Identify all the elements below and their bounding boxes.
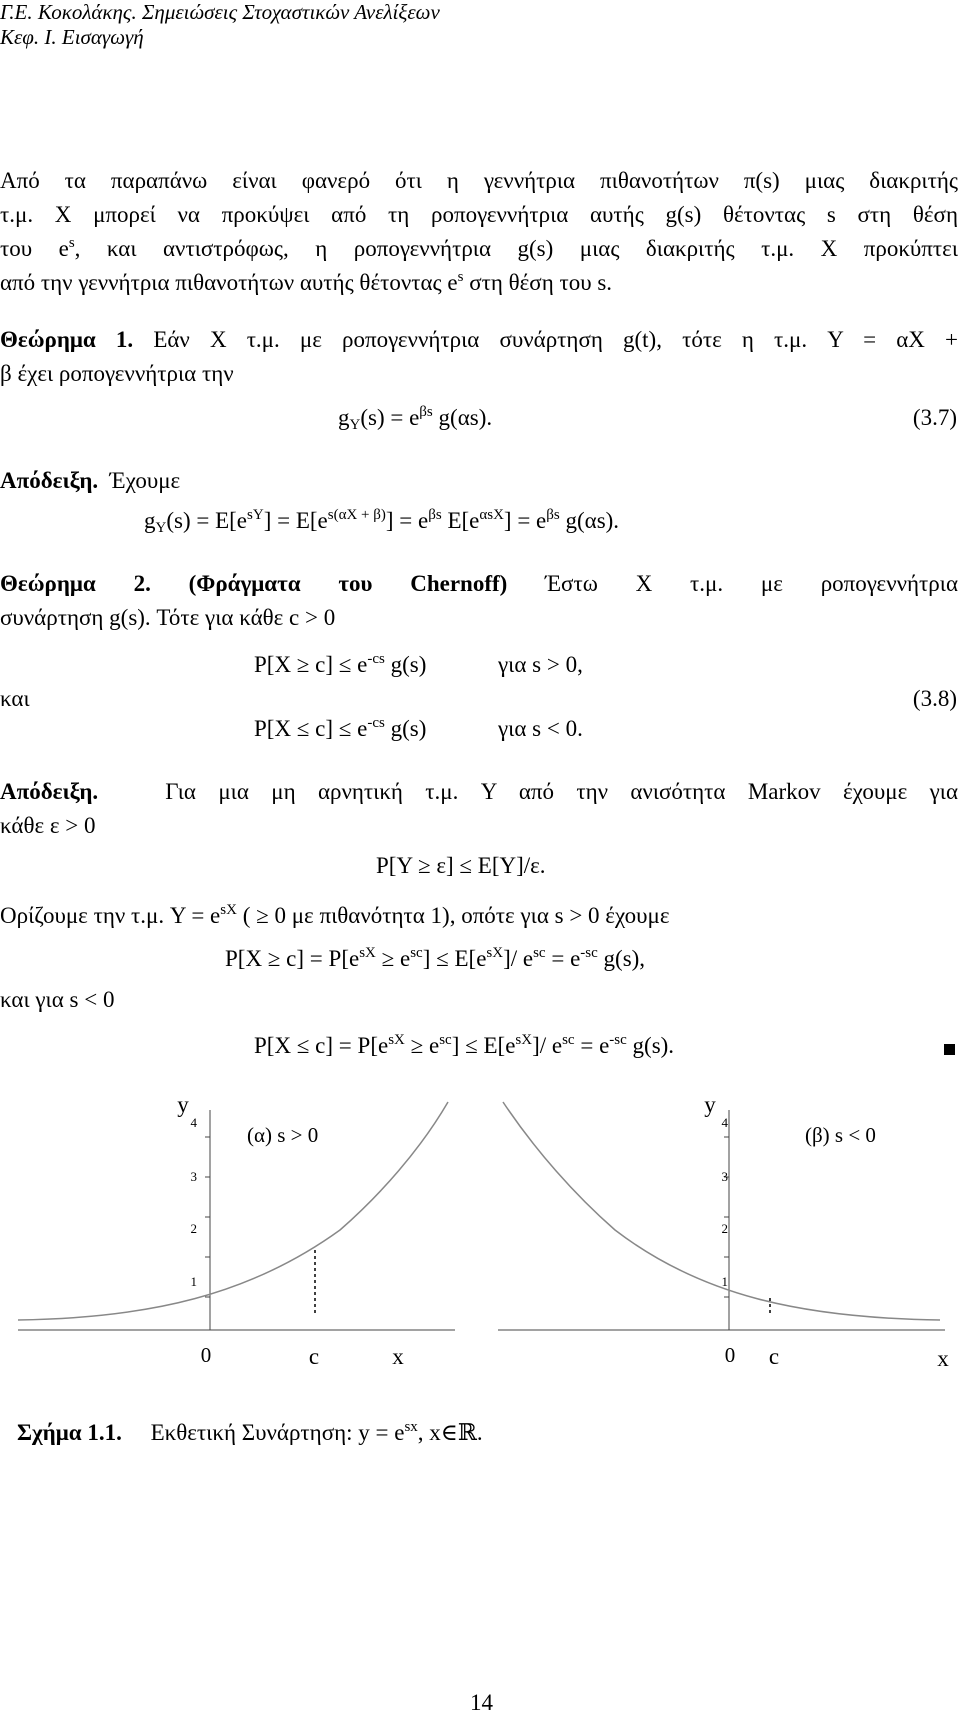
figure-caption: Σχήμα 1.1. Εκθετική Συνάρτηση: $y = e^{sx}$, x∈ℝ. [17, 1419, 483, 1445]
chernoff-bound-positive: $P[X \ge c] \le e^{-cs}$ g(s) [254, 651, 427, 677]
equation-number-3-7: (3.7) [912, 405, 957, 430]
qed-square-icon [944, 1044, 955, 1055]
left-tick-2: 2 [190, 1221, 197, 1236]
page-number: 14 [470, 1690, 493, 1715]
plot-right [498, 1092, 949, 1371]
right-x-label: x [937, 1346, 949, 1371]
right-tick-1: 1 [721, 1274, 728, 1289]
proof2-bound-positive: $P[X \ge c] = P[e^{sX} \ge e^{sc}] \le E[e^{sX}]/$ $e^{sc} = e^{-sc}$ g(s), [225, 945, 646, 971]
theorem1-label: Θεώρημα 1. [0, 327, 134, 352]
theorem1-formula: $g_Y(s) = e^{\beta s}$ g(αs). [338, 404, 493, 433]
left-tick-4: 4 [190, 1115, 197, 1130]
plot-left [18, 1092, 455, 1369]
theorem2-line-2: συνάρτηση g(s). Τότε για κάθε c > 0 [0, 605, 336, 630]
right-tick-4: 4 [721, 1115, 728, 1130]
intro-line-1: Από τα παραπάνω είναι φανερό ότι η γεννήτρια πιθανοτήτων π(s) μιας διακριτής [0, 168, 958, 193]
left-tick-3: 3 [190, 1169, 197, 1184]
figure-caption-label: Σχήμα 1.1. [17, 1420, 122, 1445]
right-tick-2: 2 [721, 1221, 728, 1236]
right-tick-3: 3 [721, 1169, 728, 1184]
theorem2-label: Θεώρημα 2. [0, 571, 151, 596]
left-note: (α) s > 0 [247, 1123, 319, 1147]
header-author-title: Γ.Ε. Κοκολάκης. Σημειώσεις Στοχαστικών Ανελίξεων [0, 0, 440, 24]
intro-line-2: τ.μ. X μπορεί να προκύψει από τη ροπογεννήτρια αυτής g(s) θέτοντας s στη θέση [0, 202, 958, 227]
theorem1-line-2: β έχει ροπογεννήτρια την [0, 361, 234, 386]
left-x-c: c [308, 1344, 320, 1369]
proof1-formula: $g_Y(s) = E[e^{sY}] = E[e^{s(\alpha X + \beta)}] = e^{\beta s}$ $E[e^{\alpha sX}] = e^{\beta s}$ g(αs). [144, 507, 620, 536]
theorem2-kai: και [0, 686, 30, 711]
proof2-label: Απόδειξη. [0, 779, 99, 804]
proof2-line-1: Απόδειξη. Για μια μη αρνητική τ.μ. Y από την ανισότητα Markov έχουμε για [0, 779, 958, 804]
theorem1-line-1: Θεώρημα 1. Εάν X τ.μ. με ροπογεννήτρια συνάρτηση g(t), τότε η τ.μ. Y = αX + [0, 327, 959, 352]
theorem2-line-1: Θεώρημα 2. (Φράγματα του Chernoff) Έστω X τ.μ. με ροπογεννήτρια [0, 571, 958, 596]
left-x-label: x [392, 1344, 404, 1369]
exponential-figure [0, 1080, 960, 1380]
equation-number-3-8: (3.8) [912, 686, 957, 711]
intro-line-3: του $e^s$, και αντιστρόφως, η ροπογεννήτρια g(s) μιας διακριτής τ.μ. X προκύπτει [0, 235, 959, 261]
right-x-c: c [768, 1344, 780, 1369]
chernoff-condition-positive: για s > 0, [498, 652, 583, 677]
proof2-definition: Ορίζουμε την τ.μ. $Y = e^{sX}$ ( ≥ 0 με πιθανότητα 1), οπότε για s > 0 έχουμε [0, 902, 670, 928]
theorem2-title: (Φράγματα του Chernoff) [188, 571, 508, 596]
proof2-bound-negative: $P[X \le c] = P[e^{sX} \ge e^{sc}] \le E[e^{sX}]/$ $e^{sc} = e^{-sc}$ g(s). [254, 1032, 675, 1058]
proof2-kai-gia: και για s < 0 [0, 987, 115, 1012]
right-x-zero: 0 [724, 1343, 736, 1367]
proof2-line-2: κάθε ε > 0 [0, 813, 96, 838]
left-exp-curve [18, 1102, 448, 1320]
left-tick-1: 1 [190, 1274, 197, 1289]
intro-line-4: από την γεννήτρια πιθανοτήτων αυτής θέτοντας $e^s$ στη θέση του s. [0, 269, 613, 295]
left-x-zero: 0 [200, 1343, 212, 1367]
proof1-line: Απόδειξη. Έχουμε [0, 468, 181, 493]
header-chapter: Κεφ. Ι. Εισαγωγή [0, 25, 144, 49]
right-note: (β) s < 0 [805, 1123, 876, 1147]
left-y-label: y [177, 1092, 189, 1117]
markov-inequality: P[Y ≥ ε] ≤ E[Y]/ε. [376, 853, 546, 878]
right-y-label: y [704, 1092, 716, 1117]
chernoff-bound-negative: $P[X \le c] \le e^{-cs}$ g(s) [254, 715, 427, 741]
proof1-label: Απόδειξη. [0, 468, 99, 493]
chernoff-condition-negative: για s < 0. [498, 716, 583, 741]
